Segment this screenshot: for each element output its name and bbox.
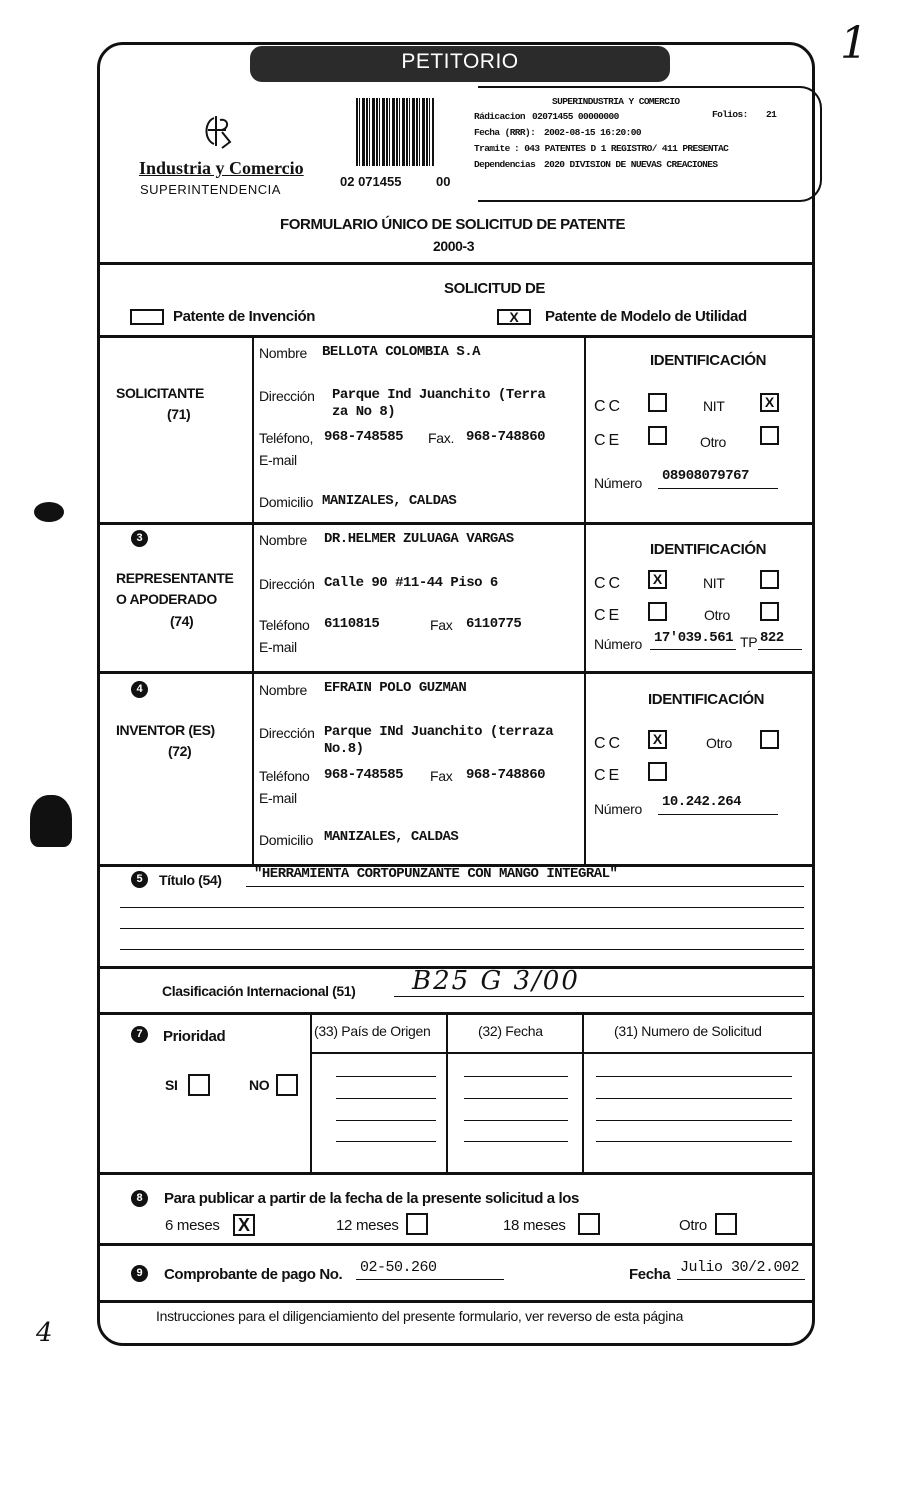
logo-name: Industria y Comercio [139,158,304,178]
inventor-telefono: 968-748585 [324,767,404,783]
underline [120,928,804,929]
solicitante-nombre-label: Nombre [259,345,307,361]
logo-subtitle: SUPERINTENDENCIA [140,182,281,197]
underline [394,996,804,997]
underline [246,886,804,887]
stamp-radicacion-label: Rádicacion [474,111,526,122]
inventor-cc-label: CC [594,735,624,752]
representante-otro-label: Otro [704,607,731,623]
solicitante-label: SOLICITANTE [116,385,204,401]
inventor-otro-label: Otro [706,735,733,751]
solicitud-heading: SOLICITUD DE [444,280,546,297]
section-number-3: 3 [131,530,148,547]
solicitante-email-label: E-mail [259,452,297,468]
divider [97,522,815,525]
representante-telefono: 6110815 [324,616,380,632]
patente-invencion-label: Patente de Invención [173,308,316,325]
publicar-18-meses-label: 18 meses [503,1217,566,1234]
representante-direccion: Calle 90 #11-44 Piso 6 [324,575,498,591]
side-mark-handwritten: 4 [36,1318,53,1348]
representante-id-heading: IDENTIFICACIÓN [650,541,767,558]
clasificacion-label: Clasificación Internacional (51) [162,983,356,999]
representante-otro-checkbox[interactable] [760,602,779,621]
underline [596,1141,792,1142]
underline [596,1098,792,1099]
representante-label-2: O APODERADO [116,591,217,607]
solicitante-direccion-label: Dirección [259,388,315,404]
form-title: FORMULARIO ÚNICO DE SOLICITUD DE PATENTE [280,216,626,233]
checkbox-patente-modelo[interactable]: X [497,309,531,325]
solicitante-otro-checkbox[interactable] [760,426,779,445]
representante-code: (74) [170,613,194,629]
pago-fecha-label: Fecha [629,1266,671,1283]
representante-tp-label: TP [740,634,758,650]
stamp-dependencia-label: Dependencias [474,159,536,170]
publicar-otro-label: Otro [679,1217,707,1234]
publicar-12-meses-label: 12 meses [336,1217,399,1234]
section-number-5: 5 [131,871,148,888]
column-divider [584,337,586,865]
solicitante-code: (71) [167,406,191,422]
underline [658,814,778,815]
solicitante-cc-checkbox[interactable] [648,393,667,412]
column-divider [446,1014,448,1172]
underline [120,907,804,908]
stamp-fecha-label: Fecha (RRR): [474,127,536,138]
publicar-6-meses-checkbox[interactable]: X [233,1214,255,1236]
stamp-folios-label: Folios: [712,109,748,120]
barcode-suffix: 00 [436,174,451,189]
representante-ce-checkbox[interactable] [648,602,667,621]
underline [758,649,802,650]
stamp-radicacion: 02071455 00000000 [532,111,619,122]
stamp-tramite: : 043 PATENTES D 1 REGISTRO/ 411 PRESENTAC [514,143,729,154]
inventor-direccion-1: Parque INd Juanchito (terraza [324,724,554,740]
representante-cc-label: CC [594,575,624,592]
solicitante-direccion-1: Parque Ind Juanchito (Terra [332,387,546,403]
representante-numero-label: Número [594,636,642,652]
divider [97,671,815,674]
page-number-handwritten: 1 [840,18,868,69]
representante-telefono-label: Teléfono [259,617,310,633]
inventor-label: INVENTOR (ES) [116,722,215,738]
prioridad-si-label: SI [165,1077,178,1093]
solicitante-numero: 08908079767 [662,468,749,484]
inventor-domicilio-label: Domicilio [259,832,314,848]
publicar-label: Para publicar a partir de la fecha de la presente solicitud a los [164,1190,579,1207]
col-pais-origen: (33) País de Origen [314,1023,431,1039]
inventor-ce-label: CE [594,767,623,784]
solicitante-domicilio-label: Domicilio [259,494,314,510]
stamp-folios: 21 [766,109,777,120]
underline [658,488,778,489]
underline [677,1279,805,1280]
underline [336,1141,436,1142]
inventor-domicilio: MANIZALES, CALDAS [324,829,459,845]
solicitante-direccion-2: za No 8) [332,404,396,420]
inventor-cc-checkbox[interactable]: X [648,730,667,749]
solicitante-fax: 968-748860 [466,429,546,445]
prioridad-no-label: NO [249,1077,270,1093]
representante-nombre: DR.HELMER ZULUAGA VARGAS [324,531,514,547]
pago-value: 02-50.260 [360,1259,437,1276]
publicar-12-meses-checkbox[interactable] [406,1213,428,1235]
divider [97,1300,815,1303]
titulo-label: Título (54) [159,872,222,888]
solicitante-telefono: 968-748585 [324,429,404,445]
solicitante-telefono-label: Teléfono, [259,430,314,446]
barcode-number: 02 071455 [340,174,402,189]
underline [356,1279,504,1280]
section-number-4: 4 [131,681,148,698]
prioridad-header-underline [311,1052,814,1054]
solicitante-cc-label: CC [594,398,624,415]
representante-nit-label: NIT [703,575,725,591]
inventor-id-heading: IDENTIFICACIÓN [648,691,765,708]
pago-fecha: Julio 30/2.002 [680,1259,800,1276]
inventor-direccion-2: No.8) [324,741,364,757]
inventor-numero-label: Número [594,801,642,817]
inventor-fax-label: Fax [430,768,453,784]
sic-logo-icon [196,112,246,162]
underline [120,949,804,950]
checkbox-patente-invencion[interactable] [130,309,164,325]
representante-nit-checkbox[interactable] [760,570,779,589]
solicitante-nit-label: NIT [703,398,725,414]
column-divider [310,1014,312,1172]
divider [97,262,815,265]
representante-numero: 17'039.561 [654,630,734,646]
form-header-title: PETITORIO [250,46,670,82]
patente-modelo-label: Patente de Modelo de Utilidad [545,308,747,325]
inventor-nombre-label: Nombre [259,682,307,698]
titulo-value: "HERRAMIENTA CORTOPUNZANTE CON MANGO INTEGRAL" [254,866,618,882]
punch-hole-mark [34,502,64,522]
inventor-email-label: E-mail [259,790,297,806]
underline [464,1098,568,1099]
underline [336,1076,436,1077]
solicitante-id-heading: IDENTIFICACIÓN [650,352,767,369]
divider [97,1172,815,1175]
solicitante-ce-checkbox[interactable] [648,426,667,445]
solicitante-nombre: BELLOTA COLOMBIA S.A [322,344,481,360]
inventor-fax: 968-748860 [466,767,546,783]
representante-tp: 822 [760,630,784,646]
publicar-18-meses-checkbox[interactable] [578,1213,600,1235]
underline [650,649,736,650]
divider [97,1012,815,1015]
underline [336,1120,436,1121]
stamp-dependencia: 2020 DIVISION DE NUEVAS CREACIONES [544,159,718,170]
form-version: 2000-3 [433,238,475,254]
section-number-7: 7 [131,1026,148,1043]
underline [596,1076,792,1077]
representante-nombre-label: Nombre [259,532,307,548]
inventor-code: (72) [168,743,192,759]
inventor-ce-checkbox[interactable] [648,762,667,781]
clasificacion-value: B25 G 3/00 [412,966,580,996]
representante-label-1: REPRESENTANTE [116,570,234,586]
inventor-numero: 10.242.264 [662,794,742,810]
representante-email-label: E-mail [259,639,297,655]
solicitante-ce-label: CE [594,432,623,449]
representante-cc-checkbox[interactable]: X [648,570,667,589]
pago-label: Comprobante de pago No. [164,1266,343,1283]
divider [97,335,815,338]
punch-hole-mark [30,795,72,847]
representante-fax-label: Fax [430,617,453,633]
prioridad-label: Prioridad [163,1028,226,1045]
barcode [356,98,434,166]
col-fecha: (32) Fecha [478,1023,543,1039]
stamp-tramite-label: Tramite [474,143,510,154]
underline [464,1120,568,1121]
underline [464,1076,568,1077]
section-number-8: 8 [131,1190,148,1207]
representante-direccion-label: Dirección [259,576,315,592]
stamp-fecha: 2002-08-15 16:20:00 [544,127,641,138]
stamp-line1: SUPERINDUSTRIA Y COMERCIO [552,96,680,107]
solicitante-nit-checkbox[interactable]: X [760,393,779,412]
publicar-6-meses-label: 6 meses [165,1217,220,1234]
footer-instructions: Instrucciones para el diligenciamiento del presente formulario, ver reverso de esta página [156,1308,684,1324]
solicitante-fax-label: Fax. [428,430,455,446]
inventor-telefono-label: Teléfono [259,768,310,784]
representante-fax: 6110775 [466,616,522,632]
column-divider [252,337,254,865]
underline [464,1141,568,1142]
column-divider [582,1014,584,1172]
underline [596,1120,792,1121]
underline [336,1098,436,1099]
prioridad-no-checkbox[interactable] [276,1074,298,1096]
inventor-otro-checkbox[interactable] [760,730,779,749]
col-numero-solicitud: (31) Numero de Solicitud [614,1023,762,1039]
solicitante-otro-label: Otro [700,434,727,450]
publicar-otro-checkbox[interactable] [715,1213,737,1235]
section-number-9: 9 [131,1265,148,1282]
inventor-nombre: EFRAIN POLO GUZMAN [324,680,467,696]
representante-ce-label: CE [594,607,623,624]
solicitante-numero-label: Número [594,475,642,491]
solicitante-domicilio: MANIZALES, CALDAS [322,493,457,509]
prioridad-si-checkbox[interactable] [188,1074,210,1096]
inventor-direccion-label: Dirección [259,725,315,741]
divider [97,1243,815,1246]
